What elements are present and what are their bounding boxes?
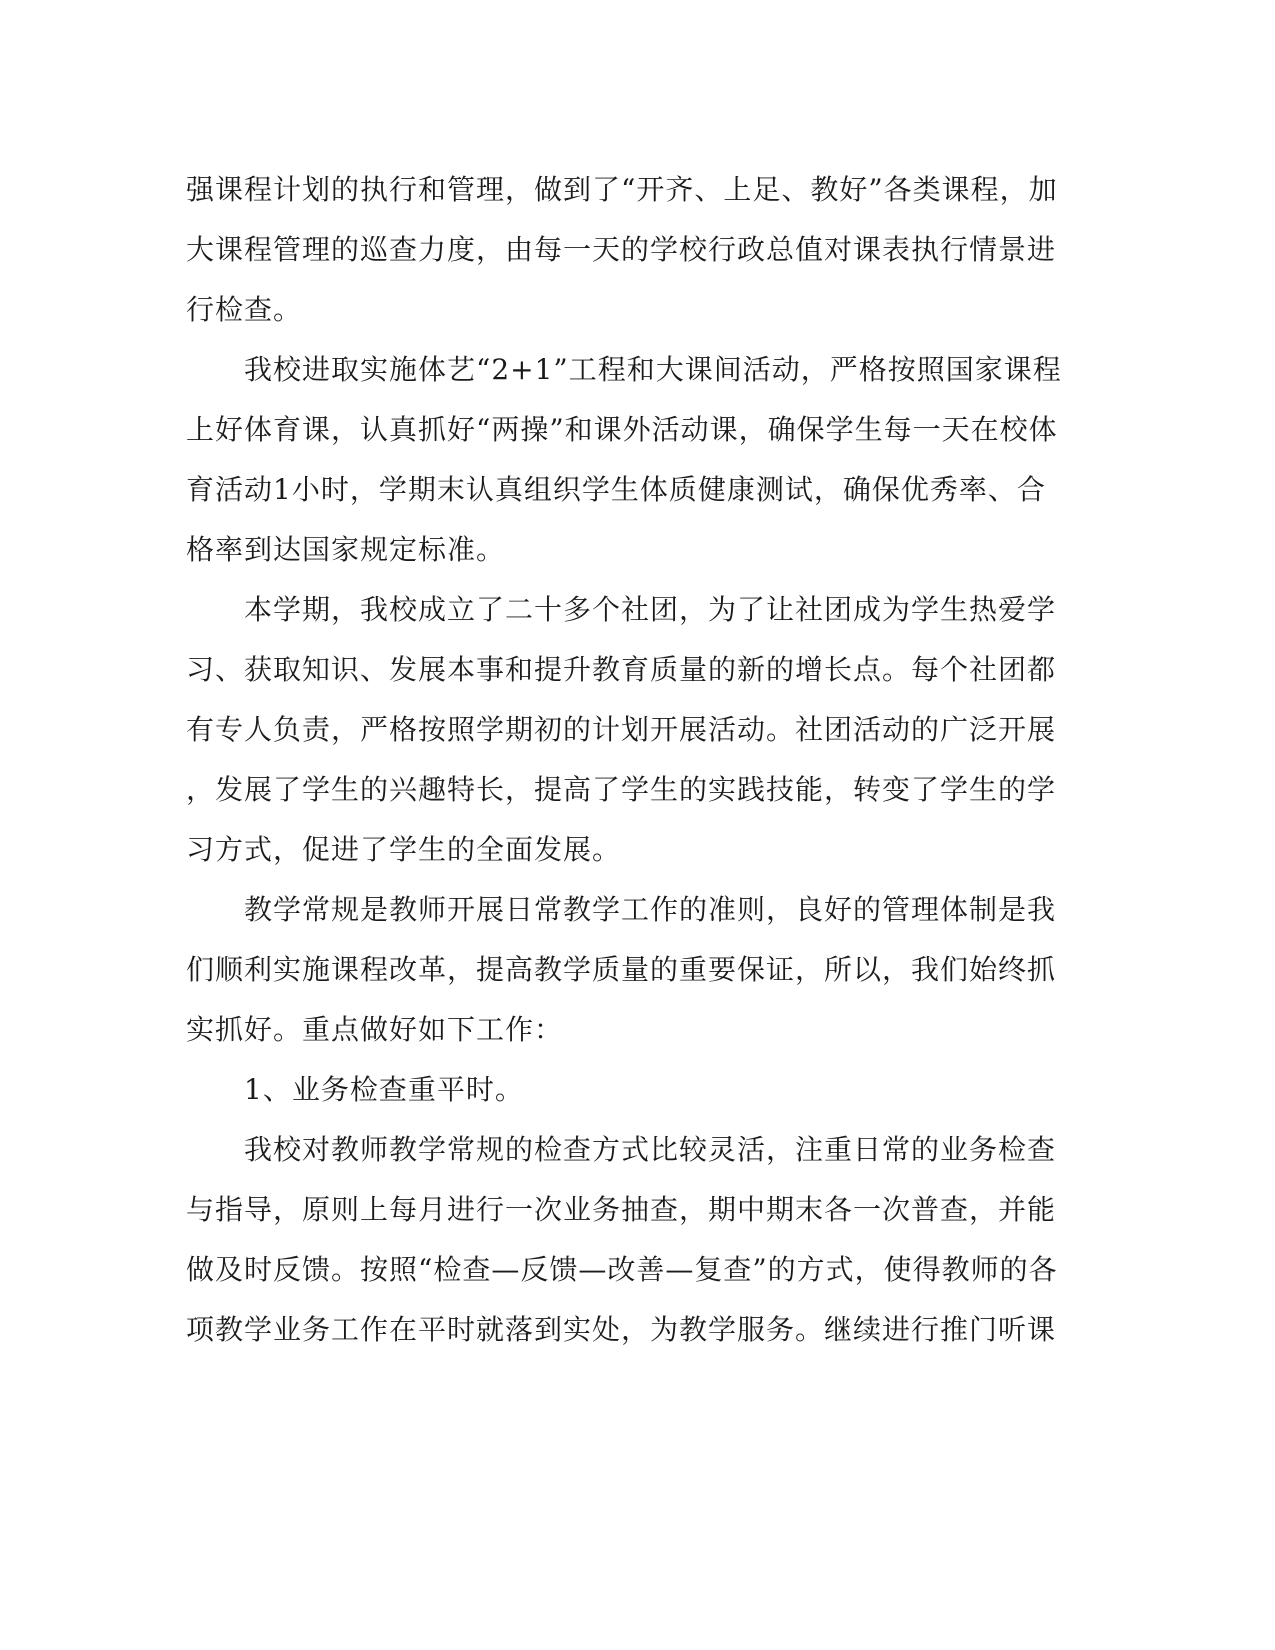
paragraph-1: 强课程计划的执行和管理，做到了“开齐、上足、教好”各类课程，加 大课程管理的巡查力度，由每一天的学校行政总值对课表执行情景进 行检查。 (186, 173, 1058, 326)
document-body (186, 160, 1066, 1360)
paragraph-5: 1、业务检查重平时。 (186, 1073, 524, 1106)
paragraph-2: 我校进取实施体艺“2+1”工程和大课间活动，严格按照国家课程 上好体育课，认真抓好“两操”和课外活动课，确保学生每一天在校体 育活动1小时，学期末认真组织学生体质健康测试，确保优秀率、合 格率到达国家规定标准。 (186, 353, 1062, 566)
paragraph-3: 本学期，我校成立了二十多个社团，为了让社团成为学生热爱学 习、获取知识、发展本事和提升教育质量的新的增长点。每个社团都 有专人负责，严格按照学期初的计划开展活动。社团活动的广泛开展 ，发展了学生的兴趣特长，提高了学生的实践技能，转变了学生的学 习方式，促进了学生的全面发展。 (186, 593, 1057, 866)
paragraph-4: 教学常规是教师开展日常教学工作的准则，良好的管理体制是我 们顺利实施课程改革，提高教学质量的重要保证，所以，我们始终抓 实抓好。重点做好如下工作： (186, 893, 1057, 1046)
paragraph-6: 我校对教师教学常规的检查方式比较灵活，注重日常的业务检查 与指导，原则上每月进行一次业务抽查，期中期末各一次普查，并能 做及时反馈。按照“检查—反馈—改善—复查”的方式，使得教师的各 项教学业务工作在平时就落到实处，为教学服务。继续进行推门听课 (186, 1133, 1058, 1346)
